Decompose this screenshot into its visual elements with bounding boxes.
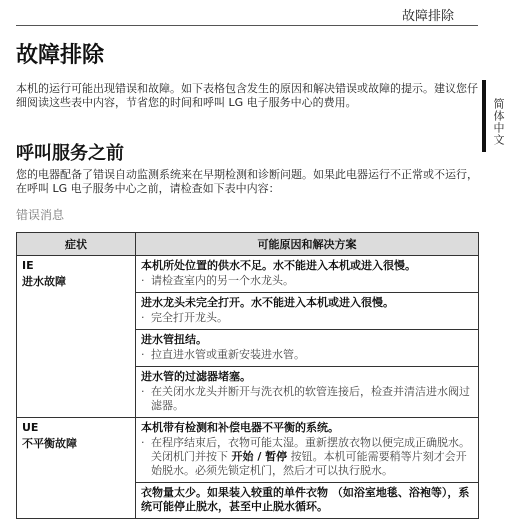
cause-text: 本机带有检测和补偿电器不平衡的系统。 xyxy=(141,421,339,434)
page-title: 故障排除 xyxy=(16,43,105,68)
cause-cell xyxy=(136,293,479,330)
header-title: 故障排除 xyxy=(401,9,454,24)
error-code: IE xyxy=(22,259,34,272)
solution-text: · 完全打开龙头。 xyxy=(141,311,228,324)
cause-cell xyxy=(136,330,479,367)
error-table xyxy=(16,232,479,519)
cause-text: 衣物量太少。如果装入较重的单件衣物 （如浴室地毯、浴袍等），系统可能停止脱水，甚至中止脱水循环。 xyxy=(141,486,470,513)
symptom-cell-ue xyxy=(17,418,136,519)
cause-cell xyxy=(136,483,479,519)
intro-paragraph: 本机的运行可能出现错误和故障。如下表格包含发生的原因和解决错误或故障的提示。建议您仔细阅读这些表中内容，节省您的时间和呼叫 LG 电子服务中心的费用。 xyxy=(16,82,478,109)
cause-cell xyxy=(136,367,479,418)
column-header-causes: 可能原因和解决方案 xyxy=(136,233,479,256)
language-tab-label: 简体中文 xyxy=(492,98,505,146)
cause-cell xyxy=(136,418,479,483)
column-header-symptom: 症状 xyxy=(17,233,136,256)
cause-text: 本机所处位置的供水不足。水不能进入本机或进入很慢。 xyxy=(141,259,416,272)
solution-text: · 请检查室内的另一个水龙头。 xyxy=(141,274,294,287)
table-row xyxy=(17,256,479,293)
header-divider xyxy=(16,25,478,26)
section-description: 您的电器配备了错误自动监测系统来在早期检测和诊断问题。如果此电器运行不正常或不运行，在呼叫 LG 电子服务中心之前，请检查如下表中内容： xyxy=(16,168,478,195)
error-messages-heading: 错误消息 xyxy=(16,208,65,222)
solution-text: · 在程序结束后，衣物可能太湿。重新摆放衣物以便完成正确脱水。关闭机门并按下 开始 / 暂停 按钮。本机可能需要稍等片刻才会开始脱水。必须先锁定机门，然后才可以执行脱水。 xyxy=(141,436,470,477)
symptom-cell-ie xyxy=(17,256,136,418)
table-row xyxy=(17,418,479,483)
cause-text: 进水管的过滤器堵塞。 xyxy=(141,370,251,383)
start-pause-label: 开始 / 暂停 xyxy=(231,450,288,463)
solution-text: · 拉直进水管或重新安装进水管。 xyxy=(141,348,305,361)
error-name: 进水故障 xyxy=(22,275,66,288)
solution-text: · 在关闭水龙头并断开与洗衣机的软管连接后，检查并清洁进水阀过滤器。 xyxy=(141,385,470,412)
error-code: UE xyxy=(22,421,39,434)
table-header-row xyxy=(17,233,479,256)
error-name: 不平衡故障 xyxy=(22,437,77,450)
cause-text: 进水管扭结。 xyxy=(141,333,207,346)
cause-text: 进水龙头未完全打开。水不能进入本机或进入很慢。 xyxy=(141,296,394,309)
cause-cell xyxy=(136,256,479,293)
section-title: 呼叫服务之前 xyxy=(16,143,124,164)
